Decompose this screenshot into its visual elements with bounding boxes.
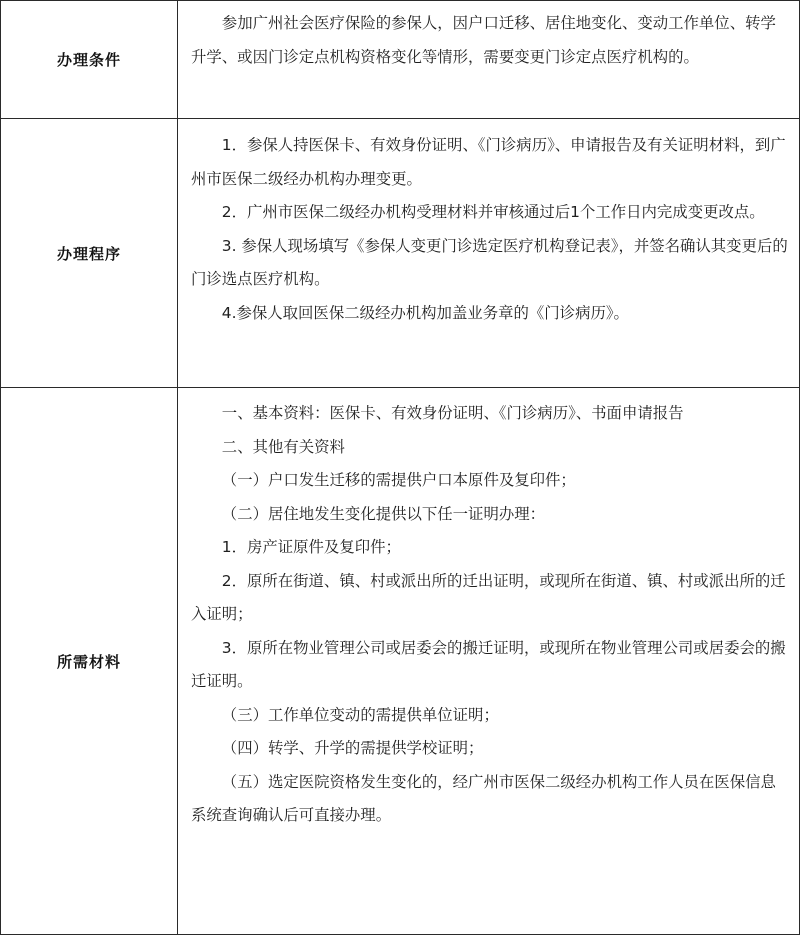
content-paragraph: 二、其他有关资料: [221, 437, 345, 456]
content-paragraph: （二）居住地发生变化提供以下任一证明办理：: [221, 504, 546, 523]
content-paragraph: 3．原所在物业管理公司或居委会的搬迁证明，或现所在物业管理公司或居委会的搬迁证明。: [191, 638, 786, 690]
row-label: 所需材料: [56, 652, 121, 671]
row-label-cell: [0, 1, 178, 118]
content-paragraph: （一）户口发生迁移的需提供户口本原件及复印件；: [221, 471, 576, 489]
row-label: 办理程序: [56, 244, 121, 263]
table-row: [0, 0, 800, 118]
row-label-cell: [0, 119, 178, 387]
content-paragraph: 4.参保人取回医保二级经办机构加盖业务章的《门诊病历》。: [221, 303, 629, 322]
row-content-cell: [178, 388, 800, 934]
table-row: [0, 387, 800, 935]
content-paragraph: 1．参保人持医保卡、有效身份证明、《门诊病历》、申请报告及有关证明材料，到广州市医保二级经办机构办理变更。: [191, 136, 786, 188]
content-paragraph: 2．广州市医保二级经办机构受理材料并审核通过后1个工作日内完成变更改点。: [221, 203, 765, 221]
content-paragraph: （四）转学、升学的需提供学校证明；: [221, 739, 484, 757]
row-label: 办理条件: [56, 51, 121, 69]
row-label-cell: [0, 388, 178, 934]
row-content-cell: [178, 119, 800, 387]
content-paragraph: 2．原所在街道、镇、村或派出所的迁出证明，或现所在街道、镇、村或派出所的迁入证明；: [191, 571, 786, 623]
content-paragraph: （三）工作单位变动的需提供单位证明；: [221, 705, 499, 724]
content-paragraph: 1．房产证原件及复印件；: [221, 538, 401, 556]
table-row: [0, 118, 800, 387]
content-paragraph: 参加广州社会医疗保险的参保人，因户口迁移、居住地变化、变动工作单位、转学升学、或因门诊定点机构资格变化等情形，需要变更门诊定点医疗机构的。: [191, 14, 776, 66]
content-paragraph: （五）选定医院资格发生变化的，经广州市医保二级经办机构工作人员在医保信息系统查询确认后可直接办理。: [191, 772, 776, 824]
content-paragraph: 一、基本资料：医保卡、有效身份证明、《门诊病历》、书面申请报告: [221, 404, 684, 422]
content-paragraph: 3. 参保人现场填写《参保人变更门诊选定医疗机构登记表》，并签名确认其变更后的门诊选点医疗机构。: [191, 236, 788, 288]
row-content-cell: [178, 1, 800, 118]
